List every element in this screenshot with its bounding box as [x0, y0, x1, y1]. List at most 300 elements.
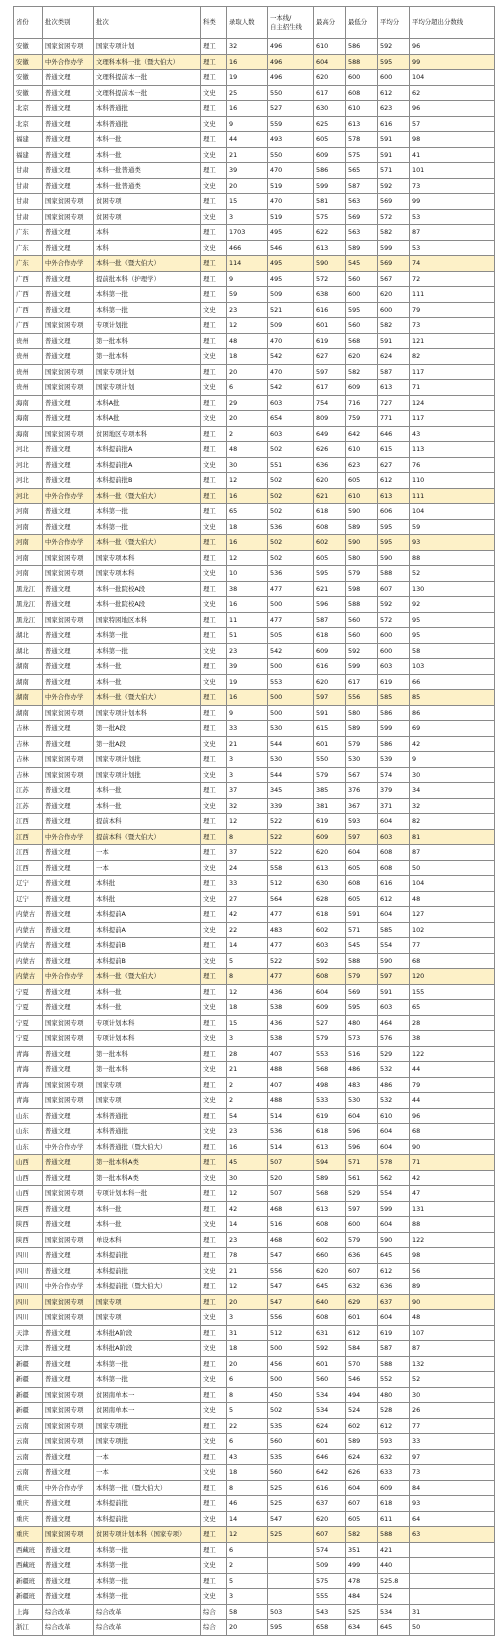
- cell-avg-above-line: 82: [410, 349, 495, 365]
- cell-avg-above-line: 79: [410, 302, 495, 318]
- cell-max-score: 645: [314, 1279, 346, 1295]
- cell-batch: 本科提前B: [94, 953, 201, 969]
- cell-cutoff-line: 535: [268, 1449, 314, 1465]
- cell-admitted-count: 28: [227, 1046, 268, 1062]
- cell-admitted-count: 23: [227, 1232, 268, 1248]
- cell-admitted-count: 19: [227, 674, 268, 690]
- cell-max-score: 601: [314, 1434, 346, 1450]
- cell-admitted-count: 59: [227, 287, 268, 303]
- cell-batch: 本科批A阶段: [94, 1341, 201, 1357]
- cell-cutoff-line: 436: [268, 1015, 314, 1031]
- cell-subject-type: 理工: [201, 256, 227, 272]
- cell-batch-category: 普通文理: [43, 101, 94, 117]
- cell-max-score: 613: [314, 1139, 346, 1155]
- cell-avg-above-line: 26: [410, 1403, 495, 1419]
- cell-avg-score: 578: [378, 1155, 410, 1171]
- cell-max-score: 553: [314, 1046, 346, 1062]
- cell-min-score: 516: [346, 1046, 378, 1062]
- table-row: [14, 1527, 495, 1543]
- cell-subject-type: 理工: [201, 581, 227, 597]
- table-row: [14, 1434, 495, 1450]
- cell-min-score: 642: [346, 426, 378, 442]
- cell-min-score: 623: [346, 457, 378, 473]
- cell-batch: 本科普通批（暨大伯大）: [94, 1139, 201, 1155]
- cell-batch: 国家特困地区本科: [94, 612, 201, 628]
- cell-max-score: 601: [314, 1356, 346, 1372]
- cell-avg-score: 600: [378, 70, 410, 86]
- cell-avg-score: 590: [378, 1232, 410, 1248]
- cell-avg-score: 599: [378, 721, 410, 737]
- cell-batch-category: 普通文理: [43, 845, 94, 861]
- cell-province: 河北: [14, 488, 43, 504]
- cell-avg-above-line: 68: [410, 1124, 495, 1140]
- cell-province: 黑龙江: [14, 597, 43, 613]
- cell-avg-score: 627: [378, 457, 410, 473]
- cell-avg-score: 371: [378, 798, 410, 814]
- cell-batch-category: 普通文理: [43, 1449, 94, 1465]
- cell-subject-type: 文史: [201, 240, 227, 256]
- cell-min-score: 609: [346, 380, 378, 396]
- cell-avg-score: 645: [378, 1248, 410, 1264]
- cell-cutoff-line: 500: [268, 597, 314, 613]
- cell-avg-above-line: 87: [410, 225, 495, 241]
- cell-max-score: 624: [314, 1418, 346, 1434]
- cell-batch-category: 普通文理: [43, 1372, 94, 1388]
- cell-max-score: 596: [314, 597, 346, 613]
- cell-batch-category: 普通文理: [43, 814, 94, 830]
- cell-avg-score: 592: [378, 597, 410, 613]
- cell-batch: 文理科本科一批（暨大伯大）: [94, 54, 201, 70]
- table-row: [14, 1418, 495, 1434]
- cell-admitted-count: 32: [227, 39, 268, 55]
- cell-min-score: 602: [346, 1418, 378, 1434]
- cell-province: 广东: [14, 256, 43, 272]
- cell-avg-above-line: 124: [410, 395, 495, 411]
- cell-avg-score: 632: [378, 1449, 410, 1465]
- cell-subject-type: 文史: [201, 1403, 227, 1419]
- header-avg-score: 平均分: [378, 7, 410, 39]
- cell-batch: 本科一批院校A段: [94, 597, 201, 613]
- cell-subject-type: 理工: [201, 550, 227, 566]
- cell-batch-category: 中外合作办学: [43, 1139, 94, 1155]
- cell-province: 河南: [14, 566, 43, 582]
- table-row: [14, 85, 495, 101]
- cell-min-score: 545: [346, 938, 378, 954]
- cell-batch: 本科一批（暨大伯大）: [94, 256, 201, 272]
- table-row: [14, 1031, 495, 1047]
- cell-batch-category: 中外合作办学: [43, 1480, 94, 1496]
- cell-avg-above-line: 86: [410, 705, 495, 721]
- cell-max-score: 619: [314, 814, 346, 830]
- cell-subject-type: 理工: [201, 783, 227, 799]
- cell-subject-type: 理工: [201, 1449, 227, 1465]
- cell-max-score: 630: [314, 101, 346, 117]
- cell-min-score: 608: [346, 85, 378, 101]
- cell-province: 湖南: [14, 674, 43, 690]
- table-row: [14, 101, 495, 117]
- cell-admitted-count: 27: [227, 891, 268, 907]
- cell-batch-category: 普通文理: [43, 225, 94, 241]
- cell-cutoff-line: 500: [268, 705, 314, 721]
- cell-avg-score: 604: [378, 814, 410, 830]
- cell-avg-score: 600: [378, 302, 410, 318]
- cell-avg-above-line: [410, 1558, 495, 1574]
- cell-batch-category: 国家贫困专项: [43, 380, 94, 396]
- cell-avg-score: 633: [378, 1465, 410, 1481]
- cell-subject-type: 理工: [201, 1387, 227, 1403]
- cell-subject-type: 文史: [201, 1558, 227, 1574]
- cell-province: 甘肃: [14, 194, 43, 210]
- cell-province: 江西: [14, 845, 43, 861]
- table-row: [14, 1170, 495, 1186]
- cell-avg-score: 623: [378, 101, 410, 117]
- cell-min-score: 560: [346, 628, 378, 644]
- cell-province: 内蒙古: [14, 907, 43, 923]
- cell-batch-category: 国家贫困专项: [43, 194, 94, 210]
- cell-cutoff-line: [268, 1589, 314, 1605]
- cell-avg-above-line: 110: [410, 473, 495, 489]
- cell-cutoff-line: [268, 1573, 314, 1589]
- cell-batch-category: 普通文理: [43, 659, 94, 675]
- table-row: [14, 798, 495, 814]
- cell-admitted-count: 9: [227, 705, 268, 721]
- cell-cutoff-line: 496: [268, 54, 314, 70]
- cell-avg-above-line: 82: [410, 814, 495, 830]
- table-row: [14, 426, 495, 442]
- cell-min-score: 612: [346, 1325, 378, 1341]
- cell-batch: 综合改革: [94, 1604, 201, 1620]
- cell-batch: 本科提前批A: [94, 457, 201, 473]
- cell-avg-above-line: 47: [410, 1186, 495, 1202]
- cell-batch-category: 普通文理: [43, 1217, 94, 1233]
- cell-admitted-count: 16: [227, 54, 268, 70]
- cell-batch: 本科一批（暨大伯大）: [94, 535, 201, 551]
- cell-batch: 本科一批: [94, 984, 201, 1000]
- cell-max-score: 638: [314, 287, 346, 303]
- cell-cutoff-line: 550: [268, 85, 314, 101]
- cell-max-score: 621: [314, 488, 346, 504]
- table-row: [14, 1341, 495, 1357]
- cell-avg-score: 591: [378, 147, 410, 163]
- cell-avg-above-line: 42: [410, 736, 495, 752]
- cell-batch-category: 普通文理: [43, 798, 94, 814]
- table-row: [14, 333, 495, 349]
- cell-admitted-count: 25: [227, 85, 268, 101]
- cell-batch: 贫困专项: [94, 209, 201, 225]
- cell-avg-above-line: 79: [410, 1077, 495, 1093]
- cell-admitted-count: 51: [227, 628, 268, 644]
- cell-batch-category: 普通文理: [43, 1000, 94, 1016]
- cell-province: 青海: [14, 1062, 43, 1078]
- cell-subject-type: 文史: [201, 1062, 227, 1078]
- table-row: [14, 1232, 495, 1248]
- cell-max-score: 605: [314, 132, 346, 148]
- cell-max-score: 626: [314, 442, 346, 458]
- cell-subject-type: 理工: [201, 333, 227, 349]
- cell-max-score: 568: [314, 1186, 346, 1202]
- cell-avg-above-line: 72: [410, 271, 495, 287]
- cell-cutoff-line: 470: [268, 194, 314, 210]
- cell-min-score: 607: [346, 1496, 378, 1512]
- cell-cutoff-line: 536: [268, 519, 314, 535]
- table-row: [14, 178, 495, 194]
- cell-max-score: 574: [314, 1542, 346, 1558]
- cell-batch: 国家专项批: [94, 1434, 201, 1450]
- cell-admitted-count: 5: [227, 953, 268, 969]
- cell-avg-above-line: 87: [410, 845, 495, 861]
- cell-cutoff-line: 519: [268, 209, 314, 225]
- cell-avg-above-line: 113: [410, 442, 495, 458]
- cell-cutoff-line: 542: [268, 380, 314, 396]
- cell-admitted-count: 3: [227, 1589, 268, 1605]
- cell-avg-above-line: 98: [410, 1248, 495, 1264]
- cell-max-score: 603: [314, 938, 346, 954]
- cell-province: 宁夏: [14, 984, 43, 1000]
- cell-province: 山东: [14, 1108, 43, 1124]
- cell-admitted-count: 9: [227, 116, 268, 132]
- cell-avg-above-line: 77: [410, 1418, 495, 1434]
- cell-subject-type: 理工: [201, 1480, 227, 1496]
- cell-min-score: 591: [346, 907, 378, 923]
- cell-avg-above-line: 104: [410, 876, 495, 892]
- cell-max-score: 622: [314, 225, 346, 241]
- cell-batch: 国家专项: [94, 1310, 201, 1326]
- cell-subject-type: 理工: [201, 1139, 227, 1155]
- cell-batch: 第一批本科: [94, 333, 201, 349]
- cell-avg-above-line: [410, 1573, 495, 1589]
- cell-batch-category: 普通文理: [43, 287, 94, 303]
- cell-max-score: 604: [314, 984, 346, 1000]
- cell-avg-score: 572: [378, 612, 410, 628]
- cell-avg-above-line: 121: [410, 333, 495, 349]
- cell-subject-type: 理工: [201, 1015, 227, 1031]
- cell-avg-above-line: 48: [410, 1310, 495, 1326]
- table-row: [14, 240, 495, 256]
- cell-batch-category: 普通文理: [43, 1573, 94, 1589]
- cell-min-score: 590: [346, 535, 378, 551]
- cell-cutoff-line: 558: [268, 860, 314, 876]
- cell-cutoff-line: 547: [268, 1511, 314, 1527]
- cell-min-score: 530: [346, 752, 378, 768]
- cell-province: 黑龙江: [14, 581, 43, 597]
- cell-subject-type: 理工: [201, 1279, 227, 1295]
- cell-cutoff-line: 519: [268, 178, 314, 194]
- cell-admitted-count: 42: [227, 907, 268, 923]
- cell-min-score: 608: [346, 876, 378, 892]
- table-row: [14, 209, 495, 225]
- cell-avg-above-line: 48: [410, 891, 495, 907]
- cell-batch-category: 普通文理: [43, 1356, 94, 1372]
- table-row: [14, 1046, 495, 1062]
- cell-max-score: 620: [314, 473, 346, 489]
- cell-cutoff-line: 564: [268, 891, 314, 907]
- cell-batch: 本科一批: [94, 1217, 201, 1233]
- table-row: [14, 1201, 495, 1217]
- cell-avg-score: 603: [378, 659, 410, 675]
- cell-batch: 第一批A段: [94, 736, 201, 752]
- cell-batch-category: 普通文理: [43, 1511, 94, 1527]
- cell-avg-score: 588: [378, 566, 410, 582]
- cell-avg-score: 592: [378, 39, 410, 55]
- cell-province: 河北: [14, 473, 43, 489]
- cell-cutoff-line: 520: [268, 1170, 314, 1186]
- cell-avg-above-line: 52: [410, 566, 495, 582]
- cell-admitted-count: 114: [227, 256, 268, 272]
- cell-batch: 本科普通批: [94, 101, 201, 117]
- cell-min-score: 573: [346, 1031, 378, 1047]
- cell-avg-score: 529: [378, 1046, 410, 1062]
- cell-province: 广东: [14, 240, 43, 256]
- table-row: [14, 814, 495, 830]
- cell-batch: 本科一批: [94, 674, 201, 690]
- cell-min-score: 579: [346, 1232, 378, 1248]
- cell-batch: 专项计划本科: [94, 1031, 201, 1047]
- cell-subject-type: 文史: [201, 85, 227, 101]
- cell-max-score: 597: [314, 690, 346, 706]
- cell-max-score: 555: [314, 1589, 346, 1605]
- cell-batch: 文理科提前本一批: [94, 70, 201, 86]
- cell-admitted-count: 33: [227, 721, 268, 737]
- cell-cutoff-line: 521: [268, 302, 314, 318]
- cell-min-score: 575: [346, 147, 378, 163]
- cell-batch: 国家专项计划批: [94, 752, 201, 768]
- cell-max-score: 602: [314, 1232, 346, 1248]
- cell-subject-type: 综合: [201, 1604, 227, 1620]
- cell-cutoff-line: 500: [268, 659, 314, 675]
- cell-admitted-count: 54: [227, 1108, 268, 1124]
- table-row: [14, 54, 495, 70]
- header-province: 省份: [14, 7, 43, 39]
- cell-province: 青海: [14, 1093, 43, 1109]
- cell-max-score: 568: [314, 1062, 346, 1078]
- cell-admitted-count: 18: [227, 349, 268, 365]
- cell-avg-above-line: 96: [410, 1108, 495, 1124]
- cell-admitted-count: 3: [227, 767, 268, 783]
- cell-max-score: 637: [314, 1496, 346, 1512]
- cell-cutoff-line: 542: [268, 643, 314, 659]
- cell-batch-category: 普通文理: [43, 1155, 94, 1171]
- cell-admitted-count: 18: [227, 1341, 268, 1357]
- cell-avg-above-line: 9: [410, 752, 495, 768]
- cell-batch-category: 普通文理: [43, 1124, 94, 1140]
- cell-admitted-count: 10: [227, 566, 268, 582]
- cell-max-score: 642: [314, 1465, 346, 1481]
- cell-admitted-count: 6: [227, 1434, 268, 1450]
- cell-admitted-count: 15: [227, 1015, 268, 1031]
- cell-max-score: 590: [314, 256, 346, 272]
- cell-admitted-count: 14: [227, 1217, 268, 1233]
- cell-min-score: 589: [346, 240, 378, 256]
- cell-batch: 本科A批: [94, 395, 201, 411]
- cell-avg-above-line: 130: [410, 581, 495, 597]
- cell-min-score: 582: [346, 1527, 378, 1543]
- cell-batch: 第一批本科: [94, 1046, 201, 1062]
- table-row: [14, 1387, 495, 1403]
- cell-admitted-count: 18: [227, 519, 268, 535]
- cell-batch-category: 国家贫困专项: [43, 1527, 94, 1543]
- cell-admitted-count: 32: [227, 798, 268, 814]
- cell-cutoff-line: 477: [268, 907, 314, 923]
- cell-avg-score: 592: [378, 178, 410, 194]
- cell-admitted-count: 37: [227, 783, 268, 799]
- cell-cutoff-line: 512: [268, 1325, 314, 1341]
- cell-admitted-count: 6: [227, 1372, 268, 1388]
- cell-province: 内蒙古: [14, 938, 43, 954]
- cell-max-score: 617: [314, 85, 346, 101]
- cell-avg-above-line: 77: [410, 938, 495, 954]
- cell-max-score: 620: [314, 1263, 346, 1279]
- cell-subject-type: 文史: [201, 566, 227, 582]
- cell-admitted-count: 3: [227, 1310, 268, 1326]
- cell-admitted-count: 23: [227, 643, 268, 659]
- cell-batch-category: 中外合作办学: [43, 54, 94, 70]
- cell-cutoff-line: 496: [268, 70, 314, 86]
- cell-batch: 本科批: [94, 876, 201, 892]
- cell-batch: 本科: [94, 225, 201, 241]
- cell-subject-type: 文史: [201, 767, 227, 783]
- cell-batch-category: 普通文理: [43, 643, 94, 659]
- cell-subject-type: 理工: [201, 194, 227, 210]
- table-row: [14, 302, 495, 318]
- cell-avg-score: 552: [378, 1372, 410, 1388]
- table-row: [14, 938, 495, 954]
- cell-min-score: 579: [346, 566, 378, 582]
- cell-batch-category: 普通文理: [43, 984, 94, 1000]
- cell-cutoff-line: 500: [268, 690, 314, 706]
- cell-batch: 贫困南单本一: [94, 1387, 201, 1403]
- cell-min-score: 613: [346, 116, 378, 132]
- cell-avg-score: 595: [378, 535, 410, 551]
- cell-min-score: 567: [346, 767, 378, 783]
- cell-province: 新疆: [14, 1403, 43, 1419]
- cell-avg-above-line: 38: [410, 1031, 495, 1047]
- cell-province: 云南: [14, 1465, 43, 1481]
- cell-batch-category: 中外合作办学: [43, 488, 94, 504]
- table-row: [14, 1356, 495, 1372]
- cell-cutoff-line: 525: [268, 1527, 314, 1543]
- cell-admitted-count: 12: [227, 1186, 268, 1202]
- cell-admitted-count: 23: [227, 302, 268, 318]
- cell-avg-score: 440: [378, 1558, 410, 1574]
- cell-province: 吉林: [14, 752, 43, 768]
- cell-avg-score: 624: [378, 349, 410, 365]
- cell-subject-type: 理工: [201, 907, 227, 923]
- cell-subject-type: 文史: [201, 1589, 227, 1605]
- table-row: [14, 457, 495, 473]
- cell-cutoff-line: 550: [268, 147, 314, 163]
- cell-max-score: 613: [314, 860, 346, 876]
- cell-batch: 本科第一批: [94, 1558, 201, 1574]
- cell-province: 广西: [14, 271, 43, 287]
- cell-province: 湖北: [14, 628, 43, 644]
- cell-cutoff-line: 495: [268, 256, 314, 272]
- cell-batch: 综合改革: [94, 1620, 201, 1636]
- cell-province: 海南: [14, 411, 43, 427]
- cell-avg-score: 619: [378, 674, 410, 690]
- cell-admitted-count: 33: [227, 876, 268, 892]
- cell-max-score: 609: [314, 643, 346, 659]
- table-row: [14, 504, 495, 520]
- cell-avg-above-line: 122: [410, 1046, 495, 1062]
- cell-batch-category: 普通文理: [43, 349, 94, 365]
- cell-min-score: 545: [346, 256, 378, 272]
- cell-max-score: 572: [314, 271, 346, 287]
- cell-min-score: 569: [346, 984, 378, 1000]
- cell-subject-type: 文史: [201, 1093, 227, 1109]
- cell-subject-type: 理工: [201, 473, 227, 489]
- cell-batch: 本科提前B: [94, 938, 201, 954]
- cell-batch-category: 普通文理: [43, 736, 94, 752]
